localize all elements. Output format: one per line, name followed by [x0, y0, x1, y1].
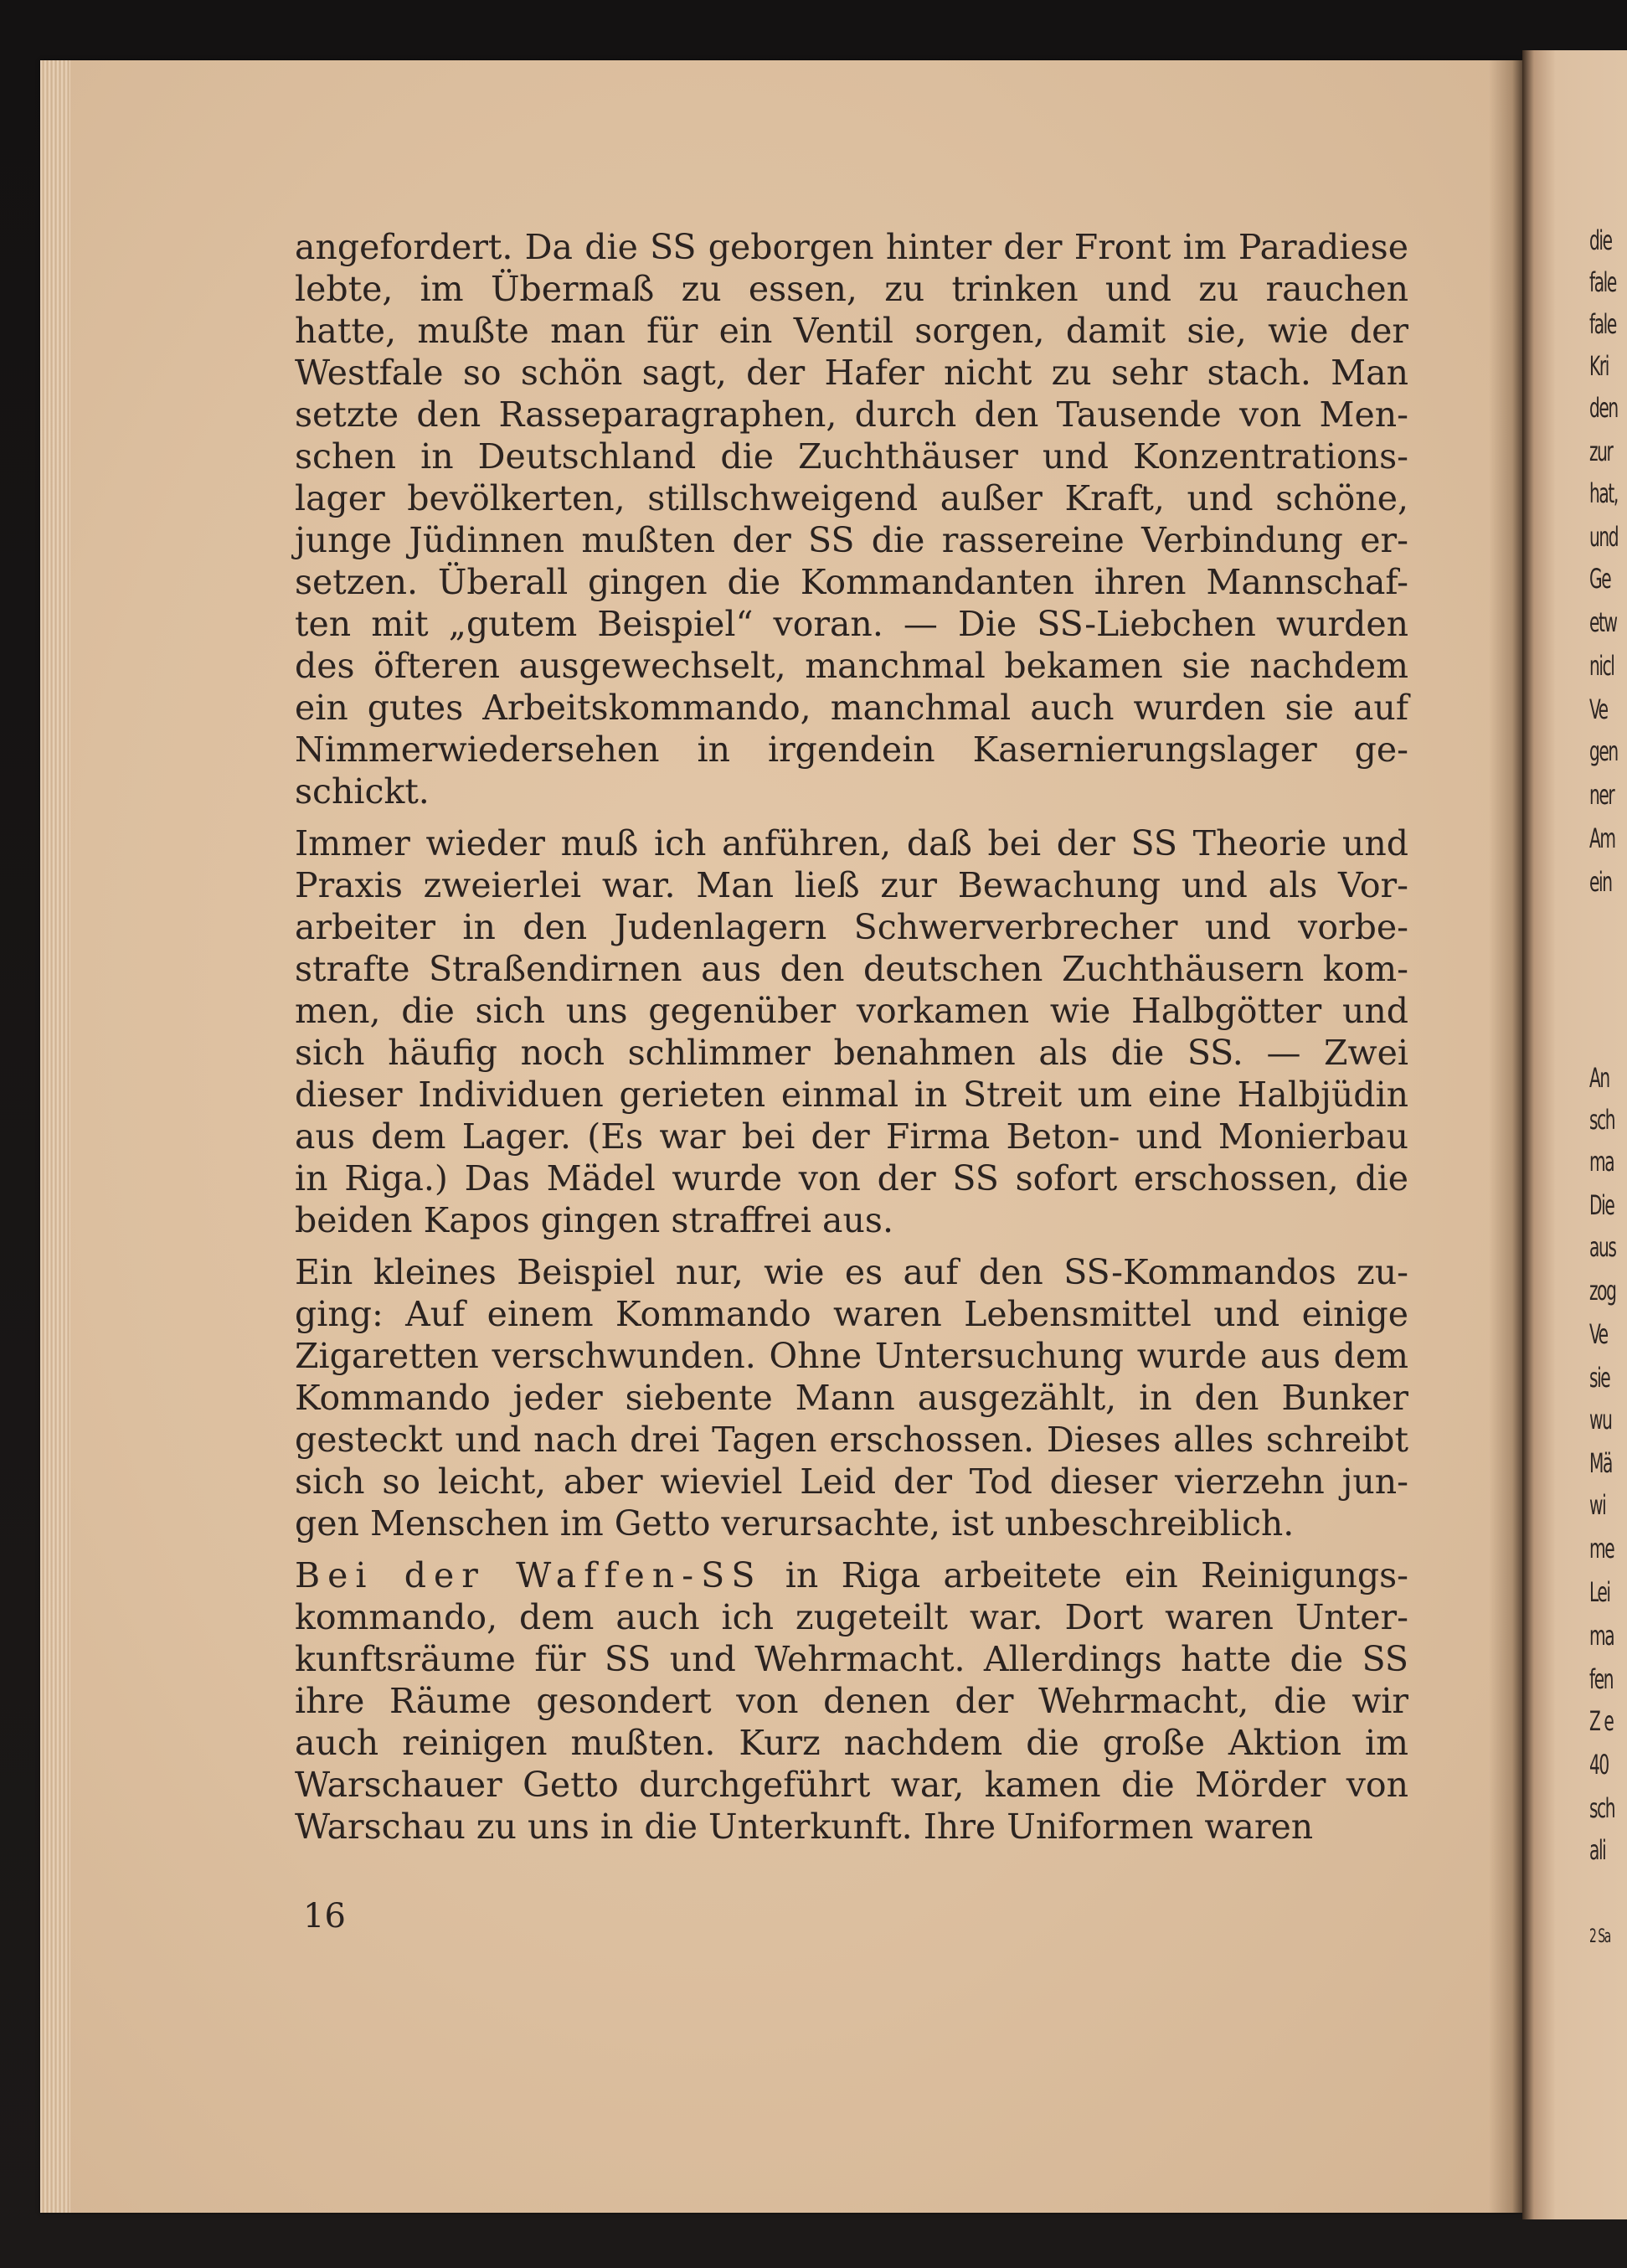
right-page-fragment: ma	[1589, 1146, 1614, 1178]
text-line: men, die sich uns gegenüber vorkamen wie Halbgötter und	[295, 991, 1408, 1031]
text-line: kommando, dem auch ich zugeteilt war. Dort waren Unter-	[295, 1597, 1408, 1637]
right-page-fragment: ner	[1589, 779, 1614, 811]
right-page-text-fragments	[1589, 0, 1627, 2268]
right-page-fragment: aus	[1589, 1231, 1616, 1263]
right-page-fragment: Z e	[1589, 1705, 1614, 1737]
text-line: lebte, im Übermaß zu essen, zu trinken und zu rauchen	[295, 269, 1408, 309]
text-line: arbeiter in den Judenlagern Schwerverbrecher und vorbe-	[295, 907, 1408, 947]
right-page-fragment: Die	[1589, 1189, 1614, 1221]
right-page-fragment: fale	[1589, 266, 1616, 298]
right-page-fragment: 2 Sa	[1589, 1926, 1610, 1947]
text-line: dieser Individuen gerieten einmal in Streit um eine Halbjüdin	[295, 1075, 1408, 1115]
text-line: gesteckt und nach drei Tagen erschossen. Dieses alles schreibt	[295, 1420, 1408, 1460]
text-line: Warschauer Getto durchgeführt war, kamen die Mörder von	[295, 1765, 1408, 1805]
right-page-fragment: den	[1589, 392, 1618, 424]
page-block-edge	[40, 60, 70, 2213]
text-line: des öfteren ausgewechselt, manchmal bekamen sie nachdem	[295, 646, 1408, 686]
text-line: setzen. Überall gingen die Kommandanten ihren Mannschaf-	[295, 562, 1408, 602]
text-line: aus dem Lager. (Es war bei der Firma Beton- und Monierbau	[295, 1116, 1408, 1157]
text-line	[295, 1554, 1408, 1596]
right-page-fragment: fale	[1589, 308, 1616, 340]
text-line: Kommando jeder siebente Mann ausgezählt, in den Bunker	[295, 1378, 1408, 1418]
right-page-fragment: wi	[1589, 1489, 1606, 1521]
text-line: Immer wieder muß ich anführen, daß bei der SS Theorie und	[295, 823, 1408, 863]
text-line: setzte den Rasseparagraphen, durch den Tausende von Men-	[295, 394, 1408, 435]
text-line: sich häufig noch schlimmer benahmen als die SS. — Zwei	[295, 1033, 1408, 1073]
right-page-fragment: Mä	[1589, 1447, 1612, 1479]
right-page-fragment: die	[1589, 224, 1612, 256]
right-page-fragment: Am	[1589, 822, 1615, 854]
right-page-fragment: Kri	[1589, 350, 1609, 382]
text-line: strafte Straßendirnen aus den deutschen Zuchthäusern kom-	[295, 949, 1408, 989]
right-page-fragment: nicl	[1589, 650, 1614, 682]
right-page-fragment: gen	[1589, 735, 1618, 767]
right-page-fragment: Ve	[1589, 1318, 1608, 1350]
text-line: Ein kleines Beispiel nur, wie es auf den SS-Kommandos zu-	[295, 1252, 1408, 1292]
right-page-fragment: sie	[1589, 1362, 1610, 1394]
text-line: Westfale so schön sagt, der Hafer nicht zu sehr stach. Man	[295, 353, 1408, 393]
right-page-fragment: me	[1589, 1533, 1614, 1564]
right-page-fragment: sch	[1589, 1104, 1615, 1136]
text-line: ging: Auf einem Kommando waren Lebensmittel und einige	[295, 1294, 1408, 1334]
right-page-fragment: ali	[1589, 1834, 1606, 1866]
right-page-fragment: Lei	[1589, 1576, 1610, 1608]
paragraph	[295, 226, 1408, 812]
body-text	[295, 226, 1408, 1858]
text-line: junge Jüdinnen mußten der SS die rassereine Verbindung er-	[295, 520, 1408, 560]
gutter-shadow	[1489, 60, 1522, 2213]
right-page-fragment: etw	[1589, 606, 1617, 638]
text-line: ein gutes Arbeitskommando, manchmal auch wurden sie auf	[295, 688, 1408, 728]
text-line: in Riga.) Das Mädel wurde von der SS sofort erschossen, die	[295, 1158, 1408, 1198]
paragraph	[295, 1554, 1408, 1848]
text-line: Praxis zweierlei war. Man ließ zur Bewachung und als Vor-	[295, 865, 1408, 905]
text-line: lager bevölkerten, stillschweigend außer Kraft, und schöne,	[295, 478, 1408, 518]
text-line: auch reinigen mußten. Kurz nachdem die große Aktion im	[295, 1723, 1408, 1763]
right-page-fragment: fen	[1589, 1663, 1614, 1695]
text-line: Warschau zu uns in die Unterkunft. Ihre Uniformen waren	[295, 1807, 1314, 1847]
text-line: Nimmerwiedersehen in irgendein Kasernierungslager ge-	[295, 729, 1408, 770]
text-line: schen in Deutschland die Zuchthäuser und Konzentrations-	[295, 436, 1408, 477]
text-line: Zigaretten verschwunden. Ohne Untersuchung wurde aus dem	[295, 1336, 1408, 1376]
text-line: schickt.	[295, 771, 430, 812]
right-page-fragment: zur	[1589, 436, 1613, 467]
right-page-fragment: sch	[1589, 1792, 1615, 1824]
text-line: sich so leicht, aber wieviel Leid der Tod dieser vierzehn jun-	[295, 1461, 1408, 1502]
text-line-rest: in Riga arbeitete ein Reinigungs-	[762, 1555, 1409, 1595]
right-page-fragment: An	[1589, 1062, 1609, 1094]
right-page-fragment: 40	[1589, 1749, 1609, 1781]
right-page-fragment: ma	[1589, 1620, 1614, 1652]
text-line: hatte, mußte man für ein Ventil sorgen, damit sie, wie der	[295, 311, 1408, 351]
paragraph	[295, 1251, 1408, 1544]
text-line: gen Menschen im Getto verursachte, ist unbeschreiblich.	[295, 1503, 1295, 1544]
page-number: 16	[303, 1897, 346, 1936]
right-page-fragment: Ve	[1589, 693, 1608, 725]
right-page-fragment: wu	[1589, 1404, 1612, 1436]
text-line: kunftsräume für SS und Wehrmacht. Allerdings hatte die SS	[295, 1639, 1408, 1679]
text-line: angefordert. Da die SS geborgen hinter der Front im Paradiese	[295, 227, 1408, 267]
text-line: beiden Kapos gingen straffrei aus.	[295, 1200, 893, 1240]
right-page-fragment: hat,	[1589, 477, 1618, 509]
right-page-fragment: und	[1589, 521, 1619, 553]
text-line: ihre Räume gesondert von denen der Wehrmacht, die wir	[295, 1681, 1408, 1721]
right-page-fragment: ein	[1589, 866, 1612, 898]
text-line: ten mit „gutem Beispiel“ voran. — Die SS-Liebchen wurden	[295, 604, 1408, 644]
paragraph	[295, 822, 1408, 1241]
spaced-lead-text: Bei der Waffen-SS	[295, 1555, 763, 1595]
right-page-fragment: Ge	[1589, 563, 1611, 595]
right-page-fragment: zog	[1589, 1275, 1616, 1307]
